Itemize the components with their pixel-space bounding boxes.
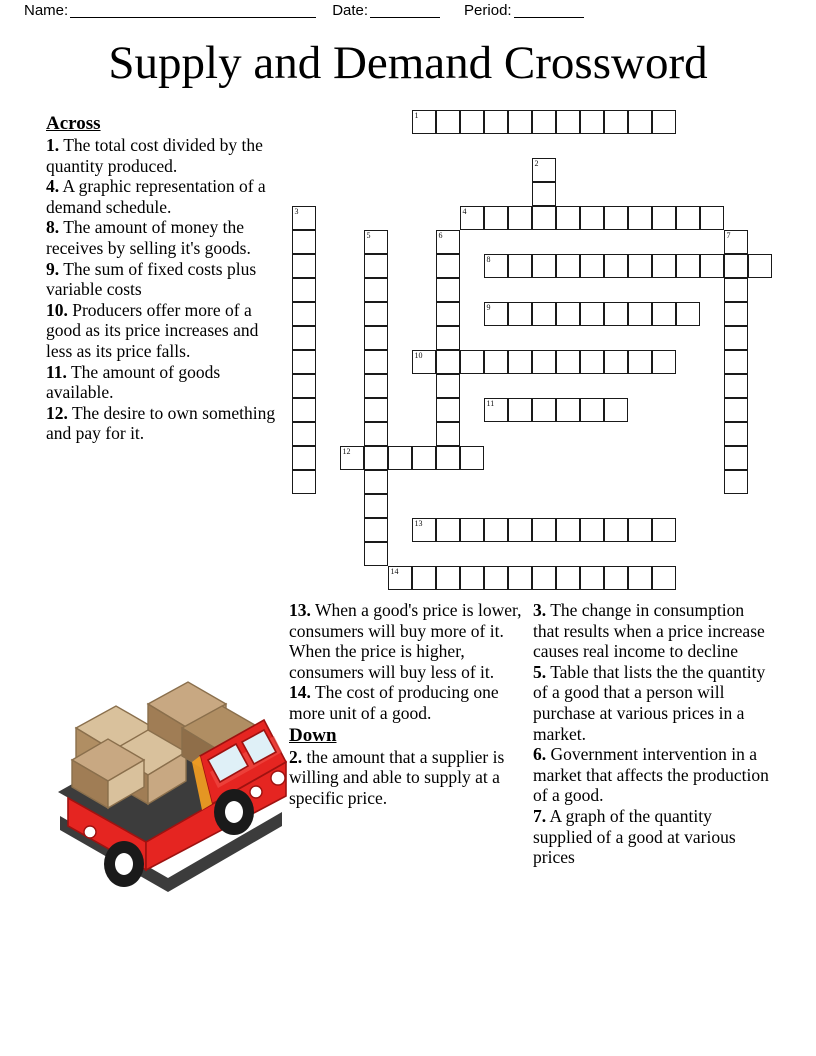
- clue-text: The sum of fixed costs plus variable costs: [46, 258, 257, 300]
- crossword-cell[interactable]: [724, 350, 748, 374]
- period-blank-field[interactable]: [514, 0, 584, 18]
- crossword-cell[interactable]: [532, 110, 556, 134]
- clue-text: A graph of the quantity supplied of a good at various prices: [533, 805, 736, 868]
- crossword-cell[interactable]: [724, 254, 748, 278]
- crossword-cell[interactable]: [484, 350, 508, 374]
- clue-number: 11.: [46, 361, 67, 382]
- crossword-cell[interactable]: [580, 518, 604, 542]
- clue-text: The total cost divided by the quantity produced.: [46, 135, 263, 176]
- crossword-cell[interactable]: [412, 446, 436, 470]
- taillight-icon: [84, 826, 96, 838]
- down-heading: Down: [289, 724, 337, 746]
- clue-across-4: [46, 176, 286, 217]
- crossword-cell[interactable]: [556, 350, 580, 374]
- crossword-cell[interactable]: [436, 278, 460, 302]
- crossword-cell[interactable]: [652, 350, 676, 374]
- crossword-cell[interactable]: [364, 446, 388, 470]
- crossword-cell[interactable]: [628, 302, 652, 326]
- clue-text: Government intervention in a market that affects the production of a good.: [533, 744, 769, 806]
- crossword-cell[interactable]: [532, 566, 556, 590]
- crossword-cell[interactable]: [364, 230, 388, 254]
- crossword-cell[interactable]: [484, 398, 508, 422]
- crossword-cell[interactable]: [292, 470, 316, 494]
- name-label: Name:: [24, 2, 69, 19]
- crossword-cell[interactable]: [364, 326, 388, 350]
- crossword-cell[interactable]: [532, 302, 556, 326]
- clue-number: 10.: [46, 299, 68, 320]
- crossword-cell[interactable]: [628, 566, 652, 590]
- crossword-cell[interactable]: [724, 422, 748, 446]
- crossword-cell[interactable]: [628, 350, 652, 374]
- date-blank-field[interactable]: [370, 0, 440, 18]
- crossword-cell[interactable]: [580, 254, 604, 278]
- clue-text: The change in consumption that results when a price increase causes real income to decline: [533, 600, 765, 662]
- clue-number: 12.: [46, 402, 68, 423]
- crossword-cell[interactable]: [652, 206, 676, 230]
- name-blank-field[interactable]: [70, 0, 316, 18]
- crossword-cell[interactable]: [724, 374, 748, 398]
- crossword-cell[interactable]: [628, 518, 652, 542]
- crossword-cell[interactable]: [388, 446, 412, 470]
- crossword-cell-number: 12: [342, 447, 351, 456]
- crossword-cell[interactable]: [364, 422, 388, 446]
- crossword-cell-number: 11: [486, 399, 495, 408]
- crossword-cell[interactable]: [556, 518, 580, 542]
- period-label: Period:: [464, 2, 512, 19]
- clue-down-7: [533, 806, 773, 868]
- clue-number: 3.: [533, 600, 547, 620]
- crossword-cell[interactable]: [580, 110, 604, 134]
- crossword-cell[interactable]: [460, 566, 484, 590]
- crossword-cell[interactable]: [724, 326, 748, 350]
- crossword-cell-number: 9: [486, 303, 491, 312]
- crossword-cell[interactable]: [484, 254, 508, 278]
- crossword-cell[interactable]: [484, 566, 508, 590]
- crossword-cell[interactable]: [724, 446, 748, 470]
- crossword-cell[interactable]: [292, 374, 316, 398]
- crossword-cell[interactable]: [412, 350, 436, 374]
- clue-down-2: [289, 747, 529, 809]
- clue-across-8: [46, 217, 286, 258]
- crossword-cell[interactable]: [676, 302, 700, 326]
- crossword-cell[interactable]: [604, 110, 628, 134]
- crossword-cell[interactable]: [436, 350, 460, 374]
- page-title: Supply and Demand Crossword: [108, 37, 708, 89]
- crossword-cell[interactable]: [364, 542, 388, 566]
- crossword-cell[interactable]: [532, 182, 556, 206]
- crossword-cell[interactable]: [532, 254, 556, 278]
- clue-across-12: [46, 403, 286, 444]
- crossword-cell[interactable]: [364, 254, 388, 278]
- crossword-cell[interactable]: [436, 422, 460, 446]
- crossword-cell[interactable]: [508, 110, 532, 134]
- clue-number: 14.: [289, 682, 311, 703]
- clue-number: 2.: [289, 746, 303, 767]
- crossword-cell-number: 4: [462, 207, 467, 216]
- clue-across-1: [46, 135, 286, 176]
- crossword-cell[interactable]: [628, 110, 652, 134]
- crossword-cell[interactable]: [604, 350, 628, 374]
- clue-across-11: [46, 362, 286, 403]
- crossword-cell[interactable]: [556, 206, 580, 230]
- crossword-cell[interactable]: [556, 254, 580, 278]
- crossword-cell[interactable]: [292, 278, 316, 302]
- crossword-cell[interactable]: [628, 254, 652, 278]
- clue-text: the amount that a supplier is willing and able to supply at a specific price.: [289, 746, 505, 808]
- clue-text: A graphic representation of a demand schedule.: [46, 176, 266, 217]
- crossword-cell[interactable]: [676, 206, 700, 230]
- crossword-cell[interactable]: [364, 470, 388, 494]
- crossword-cell[interactable]: [604, 518, 628, 542]
- clue-down-6: [533, 744, 773, 806]
- crossword-cell[interactable]: [436, 518, 460, 542]
- crossword-cell[interactable]: [436, 398, 460, 422]
- crossword-cell-number: 10: [414, 351, 423, 360]
- crossword-cell[interactable]: [292, 422, 316, 446]
- crossword-cell[interactable]: [508, 254, 532, 278]
- crossword-cell[interactable]: [364, 374, 388, 398]
- crossword-cell[interactable]: [652, 110, 676, 134]
- crossword-cell[interactable]: [484, 302, 508, 326]
- crossword-cell[interactable]: [364, 398, 388, 422]
- crossword-cell[interactable]: [580, 566, 604, 590]
- clue-text: The cost of producing one more unit of a good.: [289, 682, 499, 723]
- crossword-cell[interactable]: [508, 350, 532, 374]
- crossword-cell[interactable]: [724, 470, 748, 494]
- crossword-cell[interactable]: [580, 302, 604, 326]
- crossword-cell[interactable]: [652, 302, 676, 326]
- crossword-cell[interactable]: [292, 230, 316, 254]
- crossword-cell[interactable]: [700, 254, 724, 278]
- crossword-cell[interactable]: [412, 566, 436, 590]
- crossword-cell[interactable]: [484, 206, 508, 230]
- crossword-cell[interactable]: [604, 206, 628, 230]
- down-clues-column: [533, 600, 773, 868]
- clue-across-10: [46, 300, 286, 362]
- crossword-cell[interactable]: [508, 206, 532, 230]
- clue-down-3: [533, 600, 773, 662]
- crossword-cell[interactable]: [436, 254, 460, 278]
- crossword-cell[interactable]: [364, 518, 388, 542]
- crossword-cell-number: 14: [390, 567, 399, 576]
- crossword-cell[interactable]: [436, 302, 460, 326]
- crossword-cell[interactable]: [604, 254, 628, 278]
- crossword-cell[interactable]: [508, 398, 532, 422]
- clue-across-14: [289, 682, 529, 723]
- crossword-cell[interactable]: [292, 254, 316, 278]
- across-heading: Across: [46, 113, 101, 134]
- crossword-cell[interactable]: [412, 518, 436, 542]
- crossword-cell-number: 13: [414, 519, 423, 528]
- crossword-cell[interactable]: [292, 398, 316, 422]
- crossword-cell[interactable]: [700, 206, 724, 230]
- crossword-cell[interactable]: [724, 302, 748, 326]
- clue-number: 4.: [46, 176, 60, 197]
- across-continued-and-down-start-column: [289, 600, 529, 808]
- crossword-cell-number: 6: [438, 231, 443, 240]
- crossword-cell-number: 8: [486, 255, 491, 264]
- clue-text: The amount of money the receives by selling it's goods.: [46, 217, 251, 258]
- clue-down-5: [533, 662, 773, 744]
- crossword-cell[interactable]: [748, 254, 772, 278]
- crossword-cell[interactable]: [436, 566, 460, 590]
- crossword-cell[interactable]: [292, 326, 316, 350]
- crossword-cell[interactable]: [460, 350, 484, 374]
- crossword-cell[interactable]: [652, 254, 676, 278]
- crossword-cell[interactable]: [532, 158, 556, 182]
- crossword-cell[interactable]: [604, 398, 628, 422]
- clue-number: 6.: [533, 744, 547, 765]
- clue-across-9: [46, 259, 286, 300]
- clue-text: The desire to own something and pay for it.: [46, 402, 276, 444]
- crossword-cell[interactable]: [556, 398, 580, 422]
- crossword-cell[interactable]: [436, 446, 460, 470]
- clue-text: The amount of goods available.: [46, 361, 221, 403]
- crossword-cell[interactable]: [292, 302, 316, 326]
- crossword-cell[interactable]: [484, 110, 508, 134]
- crossword-cell[interactable]: [724, 278, 748, 302]
- crossword-cell[interactable]: [364, 494, 388, 518]
- crossword-cell[interactable]: [340, 446, 364, 470]
- crossword-cell[interactable]: [724, 230, 748, 254]
- crossword-cell[interactable]: [604, 566, 628, 590]
- crossword-cell[interactable]: [436, 374, 460, 398]
- crossword-cell[interactable]: [292, 350, 316, 374]
- crossword-cell[interactable]: [292, 446, 316, 470]
- date-label: Date:: [332, 2, 369, 19]
- clue-text: When a good's price is lower, consumers will buy more of it. When the price is higher, consumers will buy less of it.: [289, 600, 522, 682]
- crossword-cell[interactable]: [652, 566, 676, 590]
- crossword-cell[interactable]: [628, 206, 652, 230]
- delivery-truck-illustration: [50, 620, 290, 920]
- clue-number: 1.: [46, 135, 60, 155]
- crossword-cell[interactable]: [580, 350, 604, 374]
- crossword-cell[interactable]: [556, 110, 580, 134]
- crossword-cell[interactable]: [460, 446, 484, 470]
- crossword-cell[interactable]: [556, 302, 580, 326]
- crossword-cell[interactable]: [604, 302, 628, 326]
- crossword-cell-number: 7: [726, 231, 731, 240]
- student-info-header: [0, 0, 816, 26]
- clue-across-13: [289, 600, 529, 682]
- crossword-cell[interactable]: [364, 302, 388, 326]
- crossword-cell[interactable]: [292, 206, 316, 230]
- clue-number: 5.: [533, 661, 547, 682]
- crossword-grid[interactable]: [292, 110, 792, 590]
- crossword-cell-number: 5: [366, 231, 371, 240]
- crossword-cell[interactable]: [364, 278, 388, 302]
- crossword-cell-number: 2: [534, 159, 539, 168]
- crossword-cell[interactable]: [724, 398, 748, 422]
- crossword-cell[interactable]: [460, 206, 484, 230]
- crossword-cell-number: 1: [414, 111, 419, 120]
- clue-number: 8.: [46, 217, 60, 238]
- crossword-cell[interactable]: [556, 566, 580, 590]
- crossword-cell[interactable]: [364, 350, 388, 374]
- clue-number: 7.: [533, 805, 547, 826]
- crossword-cell[interactable]: [508, 518, 532, 542]
- crossword-cell[interactable]: [436, 110, 460, 134]
- crossword-cell[interactable]: [532, 206, 556, 230]
- crossword-cell[interactable]: [532, 518, 556, 542]
- headlight-icon: [250, 786, 262, 798]
- crossword-cell[interactable]: [580, 398, 604, 422]
- crossword-cell[interactable]: [532, 350, 556, 374]
- crossword-cell[interactable]: [676, 254, 700, 278]
- crossword-cell[interactable]: [508, 302, 532, 326]
- crossword-cell-number: 3: [294, 207, 299, 216]
- clue-text: Table that lists the the quantity of a good that a person will purchase at various prices in a market.: [533, 661, 766, 744]
- crossword-cell[interactable]: [436, 230, 460, 254]
- crossword-cell[interactable]: [484, 518, 508, 542]
- clue-text: Producers offer more of a good as its price increases and less as its price falls.: [46, 299, 259, 361]
- crossword-cell[interactable]: [532, 398, 556, 422]
- crossword-cell[interactable]: [460, 518, 484, 542]
- clue-number: 9.: [46, 258, 60, 279]
- across-clues-column: [46, 112, 286, 444]
- crossword-cell[interactable]: [460, 110, 484, 134]
- crossword-cell[interactable]: [388, 566, 412, 590]
- crossword-cell[interactable]: [508, 566, 532, 590]
- crossword-cell[interactable]: [580, 206, 604, 230]
- clue-number: 13.: [289, 600, 311, 620]
- crossword-cell[interactable]: [436, 326, 460, 350]
- crossword-cell[interactable]: [412, 110, 436, 134]
- crossword-cell[interactable]: [652, 518, 676, 542]
- headlight-icon: [271, 771, 285, 785]
